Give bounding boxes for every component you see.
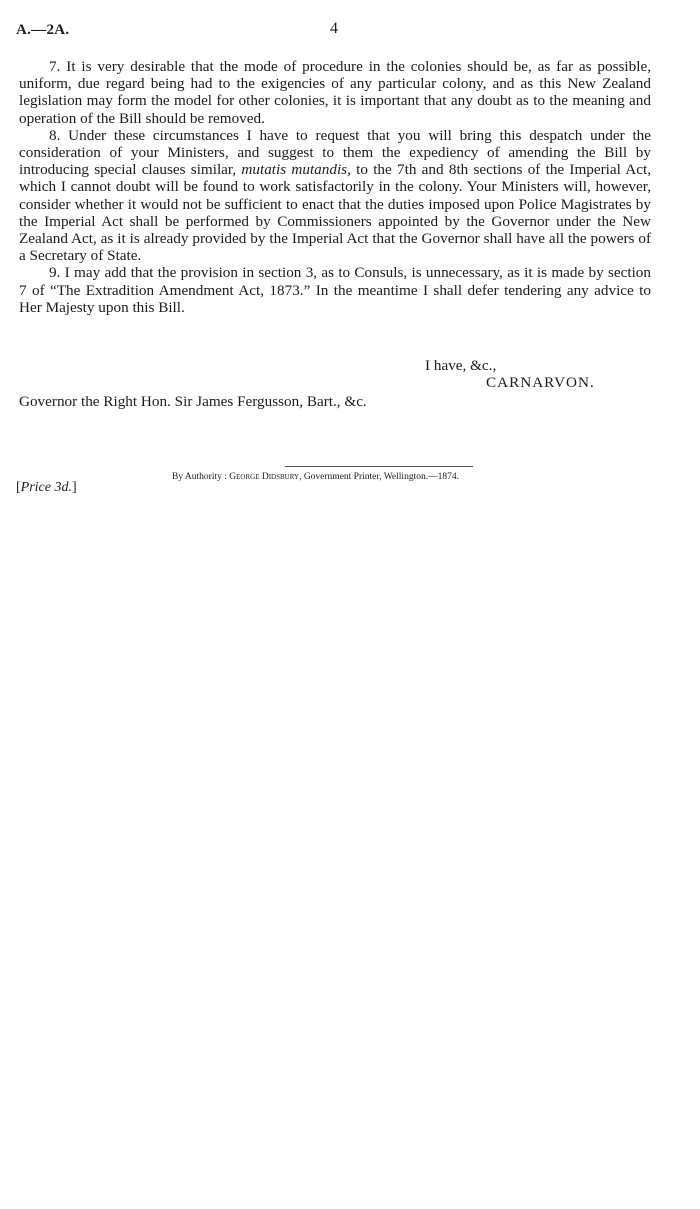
paragraph-8-text-start: 8. Under these circumstances I have to request that you will bring this despatch under the consideration of your Ministers, and suggest to them the expediency of amending the Bill by introducing special clauses similar, (19, 126, 651, 179)
divider-rule (285, 466, 473, 467)
paragraph-7: 7. It is very desirable that the mode of procedure in the colonies should be, as far as possible, uniform, due regard being had to the exigencies of any particular colony, and as this New Zealand legislation may form the model for other colonies, it is important that any doubt as to the meaning and operation of the Bill should be removed. (19, 58, 651, 127)
paragraph-8-italic-phrase: mutatis mutandis, (241, 161, 351, 179)
imprint-suffix: , Government Printer, Wellington.—1874. (299, 472, 459, 482)
price-text: Price 3d. (20, 480, 72, 495)
imprint-prefix: By Authority : (172, 472, 230, 482)
closing-salutation: I have, &c., (425, 357, 497, 374)
printer-imprint (172, 472, 459, 482)
page-number: 4 (330, 20, 338, 37)
paragraph-9: 9. I may add that the provision in section 3, as to Consuls, is unnecessary, as it is made by section 7 of “The Extradition Amendment Act, 1873.” In the meantime I shall defer tendering any advice to Her Majesty upon this Bill. (19, 264, 651, 316)
paragraph-8 (19, 127, 651, 265)
letter-body (19, 58, 651, 316)
addressee: Governor the Right Hon. Sir James Fergusson, Bart., &c. (19, 393, 367, 410)
imprint-printer-name: George Didsbury (229, 472, 300, 482)
price-open-bracket: [ (16, 480, 21, 495)
price-label (16, 480, 77, 496)
paragraph-8-text-end: to the 7th and 8th sections of the Imperial Act, which I cannot doubt will be found to work satisfactorily in the colony. Your Ministers will, however, consider whether it would not be sufficient to enact that the duties imposed upon Police Magistrates by the Imperial Act shall be performed by Commissioners appointed by the Governor under the New Zealand Act, as it is already provided by the Imperial Act that the Governor shall have all the powers of a Secretary of State. (19, 161, 651, 265)
document-reference: A.—2A. (16, 22, 70, 38)
price-close-bracket: ] (72, 480, 77, 495)
signature: CARNARVON. (486, 374, 595, 391)
